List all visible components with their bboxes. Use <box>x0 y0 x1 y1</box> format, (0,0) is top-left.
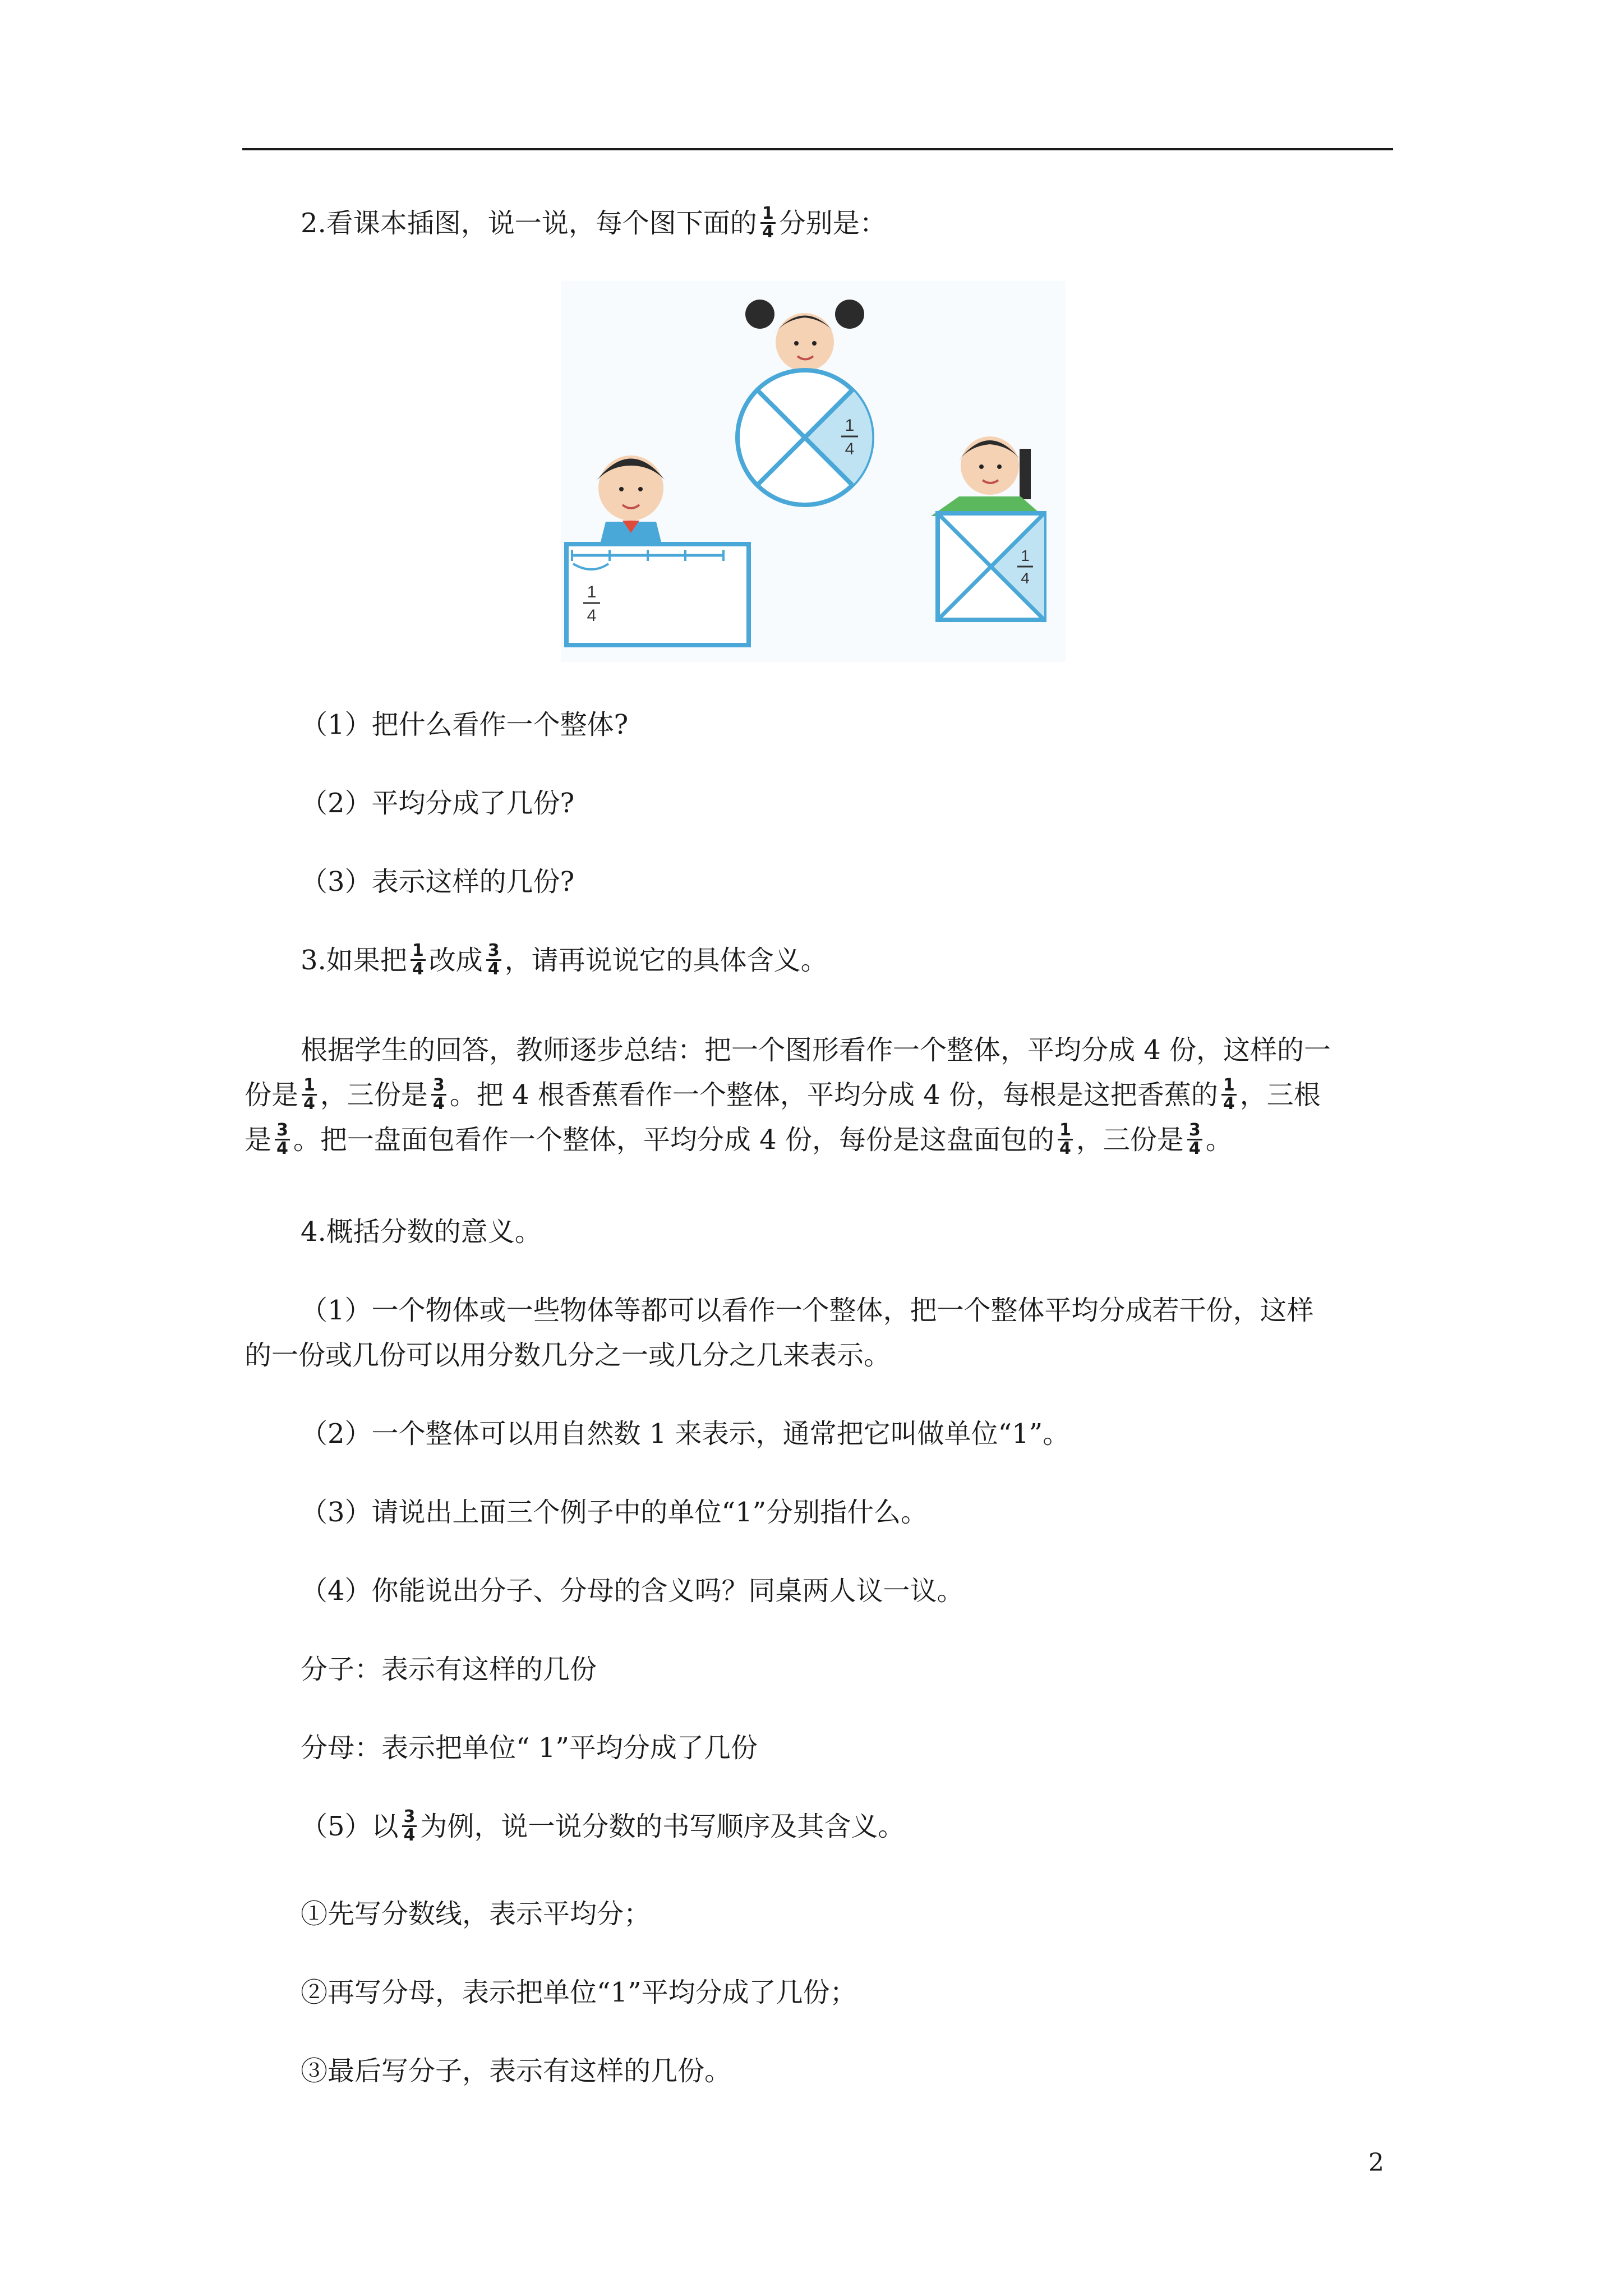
paragraph-4-1-line-2: 的一份或几份可以用分数几分之一或几分之几来表示。 <box>245 1340 891 1371</box>
girl-1-pigtail-right <box>835 300 864 329</box>
boy-eye <box>619 487 624 491</box>
fraction: $\frac{1}{4}$ <box>1221 1077 1237 1112</box>
girl-1-pigtail-left <box>745 300 774 329</box>
denominator-definition: 分母：表示把单位“ 1”平均分成了几份 <box>301 1732 758 1764</box>
fraction: $\frac{1}{4}$ <box>411 942 426 978</box>
girl-2-ponytail <box>1020 449 1031 499</box>
fraction: $\frac{3}{4}$ <box>486 942 501 978</box>
step-1: ①先写分数线，表示平均分； <box>301 1898 651 1930</box>
fraction: $\frac{1}{4}$ <box>302 1077 317 1112</box>
rectangle-label-num: 1 <box>587 583 597 601</box>
fraction: $\frac{3}{4}$ <box>431 1077 446 1112</box>
question-2-tail: 分别是： <box>778 208 887 239</box>
girl-1-eye <box>812 341 817 346</box>
question-2-text: 2.看课本插图，说一说，每个图下面的 <box>301 208 757 239</box>
square-label-den: 4 <box>1021 569 1030 587</box>
summary-line-3: 是 $\frac{3}{4}$ 。把一盘面包看作一个整体，平均分成 4 份，每份是这盘面包的 $\frac{1}{4}$ ，三份是 $\frac{3}{4}$ 。 <box>245 1120 1233 1158</box>
paragraph-4-4: （4）你能说出分子、分母的含义吗？同桌两人议一议。 <box>301 1575 964 1607</box>
summary-line-2: 份是 $\frac{1}{4}$ ，三份是 $\frac{3}{4}$ 。把 4 根香蕉看作一个整体，平均分成 4 份，每根是这把香蕉的 $\frac{1}{4}$ ，三根 <box>245 1075 1321 1114</box>
summary-line-1: 根据学生的回答，教师逐步总结：把一个图形看作一个整体，平均分成 4 份，这样的一 <box>301 1034 1331 1066</box>
rectangle-label-den: 4 <box>587 606 597 625</box>
sub-question-2: （2）平均分成了几份? <box>301 788 575 819</box>
page-number: 2 <box>1368 2148 1384 2177</box>
girl-2-face <box>961 436 1019 495</box>
paragraph-4-1-line-1: （1）一个物体或一些物体等都可以看作一个整体，把一个整体平均分成若干份，这样 <box>301 1295 1314 1326</box>
girl-1-face <box>776 313 834 371</box>
circle-label-num: 1 <box>845 416 855 435</box>
header-rule <box>242 148 1393 150</box>
step-2: ②再写分母，表示把单位“1”平均分成了几份； <box>301 1977 857 2008</box>
fraction: $\frac{3}{4}$ <box>1187 1122 1202 1157</box>
question-3: 3.如果把 $\frac{1}{4}$ 改成 $\frac{3}{4}$ ，请再说说它的具体含义。 <box>301 941 828 979</box>
question-2 <box>301 203 887 243</box>
fraction: $\frac{1}{4}$ <box>1058 1122 1073 1157</box>
question-4: 4.概括分数的意义。 <box>301 1216 542 1248</box>
square-label-num: 1 <box>1021 547 1030 564</box>
sub-question-3: （3）表示这样的几份? <box>301 866 575 898</box>
textbook-illustration <box>561 280 1066 662</box>
fraction: $\frac{3}{4}$ <box>275 1122 290 1157</box>
girl-2-eye <box>997 464 1002 469</box>
sub-question-1: （1）把什么看作一个整体? <box>301 709 629 740</box>
numerator-definition: 分子：表示有这样的几份 <box>301 1654 597 1685</box>
step-3: ③最后写分子，表示有这样的几份。 <box>301 2055 732 2087</box>
fraction: $\frac{1}{4}$ <box>760 205 776 241</box>
paragraph-4-5: （5）以 $\frac{3}{4}$ 为例，说一说分数的书写顺序及其含义。 <box>301 1807 905 1845</box>
girl-1-eye <box>794 341 799 346</box>
paragraph-4-2: （2）一个整体可以用自然数 1 来表示，通常把它叫做单位“1”。 <box>301 1418 1070 1450</box>
boy-eye <box>638 487 643 491</box>
fraction: $\frac{3}{4}$ <box>402 1809 417 1844</box>
circle-label-den: 4 <box>845 440 855 458</box>
paragraph-4-3: （3）请说出上面三个例子中的单位“1”分别指什么。 <box>301 1497 928 1528</box>
girl-2-eye <box>979 464 984 469</box>
